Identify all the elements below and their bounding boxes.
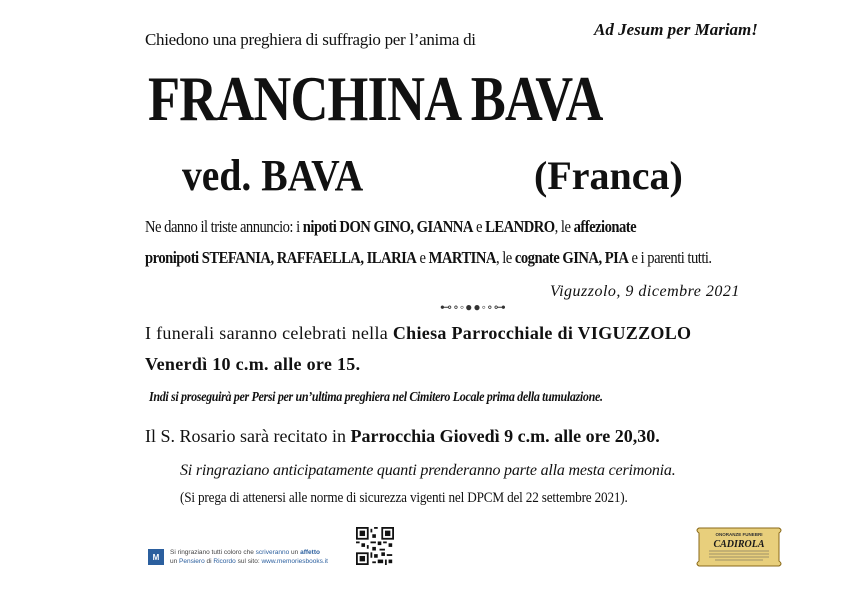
place-date: Viguzzolo, 9 dicembre 2021 (550, 283, 740, 300)
ann-text: e (472, 217, 486, 236)
announcement-line-1 (145, 217, 636, 237)
funeral-line-2: Venerdì 10 c.m. alle ore 15. (145, 354, 361, 374)
memoriesbooks-link[interactable]: www.memoriesbooks.it (261, 558, 328, 565)
ann-text: e i parenti tutti. (628, 248, 712, 267)
memoriesbooks-logo: M (148, 549, 164, 565)
footer-part: sul sito: (235, 558, 262, 565)
motto-text: Ad Jesum per Mariam! (594, 20, 758, 39)
nickname: (Franca) (534, 153, 683, 198)
rosary-text: Il S. Rosario sarà recitato in (145, 426, 351, 446)
intro-text: Chiedono una preghiera di suffragio per l’anima di (145, 30, 476, 49)
dpcm-line: (Si prega di attenersi alle norme di sicurezza vigenti nel DPCM del 22 settembre 2021). (180, 490, 628, 506)
ann-text: e (416, 248, 429, 267)
thanks-line: Si ringraziano anticipatamente quanti prenderanno parte alla mesta cerimonia. (180, 462, 676, 479)
funeral-text: I funerali saranno celebrati nella (145, 323, 393, 343)
footer-part: scriveranno (255, 549, 290, 556)
announcement-line-2 (145, 248, 712, 268)
footer-part: affetto (300, 549, 320, 556)
agency-top-text: ONORANZE FUNEBRI (715, 532, 763, 537)
footer-text (170, 548, 328, 566)
ornament-divider: ⊷∘◦●●◦∘⊶ (440, 300, 507, 314)
footer-part: Pensiero (179, 558, 205, 565)
rosary-when: Parrocchia Giovedì 9 c.m. alle ore 20,30. (350, 426, 660, 446)
ann-names: GINA, PIA (562, 248, 629, 267)
footer-part: Si ringraziano tutti coloro che (170, 549, 256, 556)
ann-text: Ne danno il triste annuncio: i (145, 217, 303, 236)
footer-line-1 (170, 548, 328, 557)
funeral-church: Chiesa Parrocchiale di VIGUZZOLO (392, 323, 692, 343)
ann-affezionate: affezionate (573, 217, 637, 236)
memoriesbooks-footer (148, 548, 328, 566)
qr-code-icon[interactable] (356, 527, 394, 565)
ann-text: , le (495, 248, 515, 267)
ann-pronipoti: pronipoti (145, 248, 199, 267)
footer-part: un (289, 549, 301, 556)
funeral-line-3: Indi si proseguirà per Persi per un’ultima preghiera nel Cimitero Locale prima della tumulazione. (149, 390, 603, 405)
footer-part: un (170, 558, 180, 565)
deceased-name: FRANCHINA BAVA (148, 63, 603, 134)
footer-part: Ricordo (213, 558, 236, 565)
footer-line-2 (170, 557, 328, 566)
widow-name: ved. BAVA (182, 151, 364, 200)
rosary-line (145, 426, 660, 447)
funeral-line-1 (145, 323, 691, 344)
agency-name-text: CADIROLA (713, 539, 765, 550)
ann-names: MARTINA (428, 248, 496, 267)
footer-part: di (204, 558, 214, 565)
agency-logo (693, 527, 785, 567)
ann-text: , le (554, 217, 574, 236)
ann-nipoti: nipoti (302, 217, 337, 236)
ann-names: LEANDRO (485, 217, 555, 236)
ann-names: DON GINO, GIANNA (339, 217, 473, 236)
ann-cognate: cognate (514, 248, 560, 267)
ann-names: STEFANIA, RAFFAELLA, ILARIA (201, 248, 417, 267)
